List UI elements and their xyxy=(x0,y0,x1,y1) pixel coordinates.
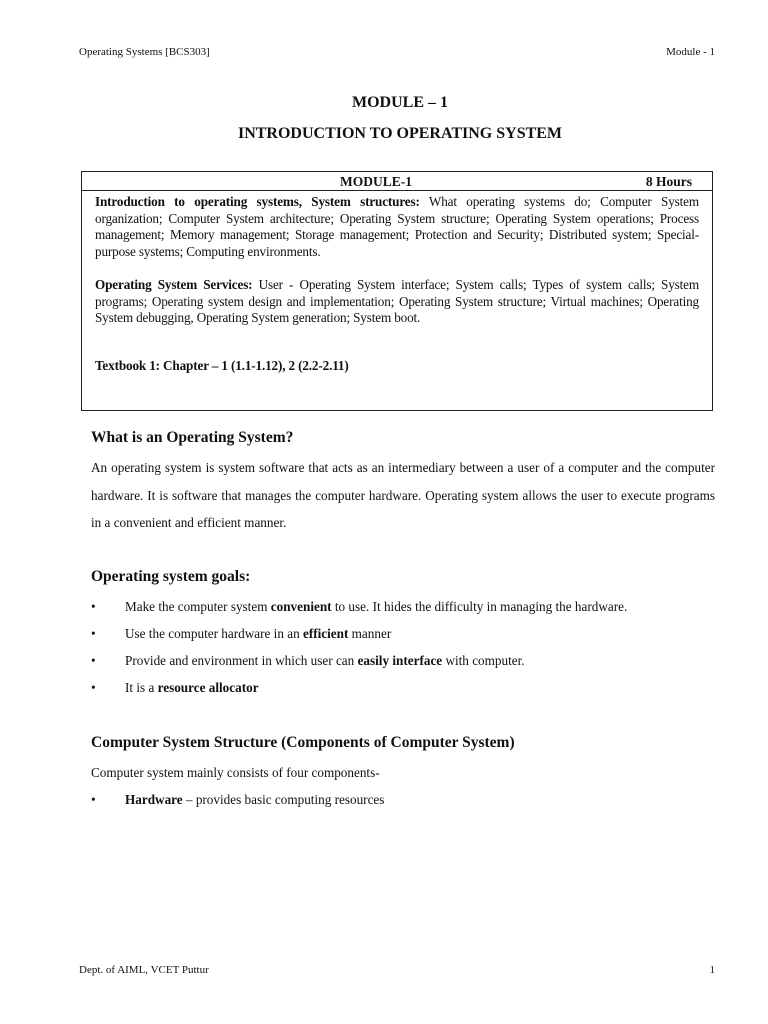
syllabus-services-text: User - Operating System interface; System calls; Types of system calls; System programs; Operating system design and implementation; Operating System structure; Virtual machines; Operating System debugging, Operating System generation; System boot. xyxy=(95,277,699,325)
module-title: MODULE – 1 xyxy=(352,94,448,111)
syllabus-intro-heading: Introduction to operating systems, System structures: xyxy=(95,194,420,209)
page-number: 1 xyxy=(709,964,715,976)
list-item: • Make the computer system convenient to use. It hides the difficulty in managing the hardware. xyxy=(91,599,628,614)
list-item: • Use the computer hardware in an efficient manner xyxy=(91,626,392,641)
list-item: • Provide and environment in which user can easily interface with computer. xyxy=(91,653,525,668)
bullet-glyph: • xyxy=(91,680,96,695)
structure-intro: Computer system mainly consists of four components- xyxy=(91,765,380,780)
syllabus-services-heading: Operating System Services: xyxy=(95,277,253,292)
syllabus-body xyxy=(82,191,712,374)
syllabus-intro xyxy=(95,194,699,260)
list-item: • It is a resource allocator xyxy=(91,680,259,695)
bullet-glyph: • xyxy=(91,653,96,668)
list-item: • Hardware – provides basic computing resources xyxy=(91,792,385,807)
bullet-glyph: • xyxy=(91,599,96,614)
syllabus-header-row xyxy=(82,172,712,191)
header-module: Module - 1 xyxy=(666,46,715,58)
syllabus-bottom-border xyxy=(82,410,712,411)
syllabus-intro-text: What operating systems do; Computer System organization; Computer System architecture; Operating System structure; Operating System operations; Process management; Memory management; Storage management; Protection and Security; Distributed system; Special-purpose systems; Computing environments. xyxy=(95,194,699,259)
bullet-glyph: • xyxy=(91,792,96,807)
bullet-glyph: • xyxy=(91,626,96,641)
syllabus-table xyxy=(81,171,713,411)
section-heading-goals: Operating system goals: xyxy=(91,568,251,585)
syllabus-module-label: MODULE-1 xyxy=(340,174,412,189)
syllabus-textbook: Textbook 1: Chapter – 1 (1.1-1.12), 2 (2.2-2.11) xyxy=(95,357,349,373)
header-course: Operating Systems [BCS303] xyxy=(79,46,210,58)
section-heading-structure: Computer System Structure (Components of Computer System) xyxy=(91,734,515,751)
module-subtitle: INTRODUCTION TO OPERATING SYSTEM xyxy=(237,125,563,142)
what-is-os-paragraph: An operating system is system software that acts as an intermediary between a user of a computer and the computer hardware. It is software that manages the computer hardware. Operating system allows the user to execute programs in a convenient and efficient manner. xyxy=(91,460,715,530)
footer-department: Dept. of AIML, VCET Puttur xyxy=(79,964,209,976)
syllabus-services xyxy=(95,277,699,327)
syllabus-hours: 8 Hours xyxy=(645,174,692,189)
section-heading-what-is-os: What is an Operating System? xyxy=(91,429,294,446)
